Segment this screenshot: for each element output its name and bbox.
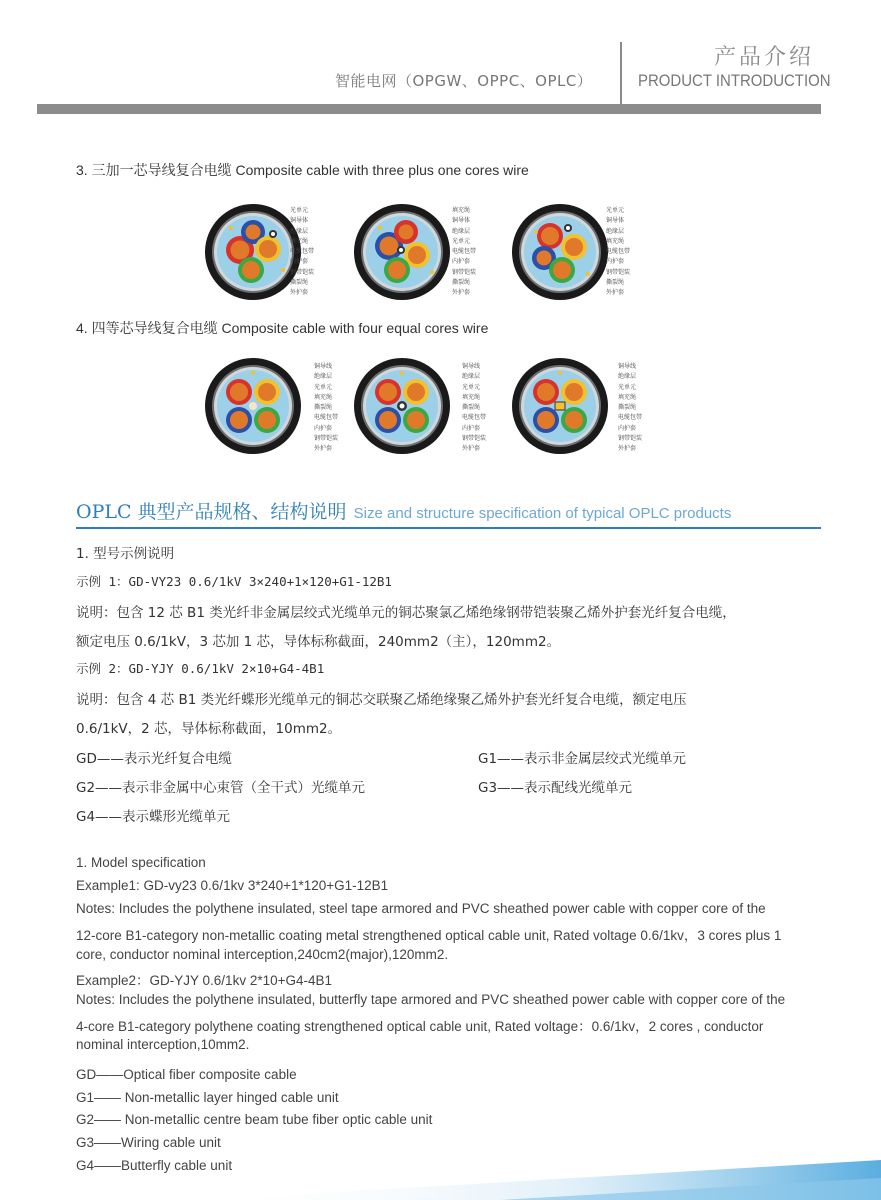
cable-label: 电缆包带 <box>618 414 643 422</box>
en-abbr-gd: GD——Optical fiber composite cable <box>76 1067 297 1082</box>
en-title: 1. Model specification <box>76 855 206 870</box>
cable-label: 撕裂绳 <box>462 404 481 412</box>
en-note1-line2: 12-core B1-category non-metallic coating metal strengthened optical cable unit, Rated voltage 0.6/1kv，3 cores plus 1 <box>76 928 782 943</box>
cable-label: 外护套 <box>290 289 309 297</box>
cable-label: 内护套 <box>606 258 625 266</box>
cable-label: 撕裂绳 <box>314 404 333 412</box>
header-subtitle: 智能电网（OPGW、OPPC、OPLC） <box>335 72 593 90</box>
cn-abbr-g4: G4——表示蝶形光缆单元 <box>76 809 231 825</box>
en-abbr-g3: G3——Wiring cable unit <box>76 1135 221 1150</box>
cable-label: 内护套 <box>290 258 309 266</box>
en-note2-line2: 4-core B1-category polythene coating strengthened optical cable unit, Rated voltage：0.6/1kv，2 cores , conductor <box>76 1019 764 1034</box>
en-note1-line1: Notes: Includes the polythene insulated, steel tape armored and PVC sheathed power cable with copper core of the <box>76 901 766 916</box>
cable-label: 铜导线 <box>462 363 481 370</box>
cable-label: 铜导线 <box>314 363 333 370</box>
cable-label: 内护套 <box>452 258 471 266</box>
cable-label: 外护套 <box>452 289 471 297</box>
cable-figure-3b <box>352 202 452 306</box>
cable-label: 填充绳 <box>314 393 333 401</box>
cable-label: 光单元 <box>290 207 309 214</box>
cable-label: 光单元 <box>314 383 333 391</box>
oplc-heading-rule <box>76 527 821 529</box>
cn-abbr-g3: G3——表示配线光缆单元 <box>478 780 633 796</box>
cn-abbr-g1: G1——表示非金属层绞式光缆单元 <box>478 751 687 767</box>
cable-figure-4c <box>510 356 610 460</box>
cable-label: 钢带铠装 <box>452 268 477 276</box>
cable-label: 撕裂绳 <box>618 404 637 412</box>
cable-label: 绝缘层 <box>290 227 309 235</box>
cable-label: 铜导体 <box>452 217 471 225</box>
cable-label: 外护套 <box>606 289 625 297</box>
cable-label: 填充绳 <box>452 207 471 214</box>
cn-abbr-g2: G2——表示非金属中心束管（全干式）光缆单元 <box>76 780 366 796</box>
cable-label: 撕裂绳 <box>452 279 471 287</box>
cn-note2-line2: 0.6/1kV，2 芯，导体标称截面，10mm2。 <box>76 721 342 737</box>
cable-label: 电缆包带 <box>462 414 487 422</box>
cable-label: 光单元 <box>452 237 471 245</box>
cable-label: 光单元 <box>606 207 625 214</box>
cn-note1-line2: 额定电压 0.6/1kV，3 芯加 1 芯，导体标称截面，240mm2（主），120mm2。 <box>76 634 561 650</box>
cable-label: 钢带铠装 <box>314 435 339 443</box>
header-divider <box>620 42 622 104</box>
cable-label: 绝缘层 <box>618 373 637 381</box>
cable-label: 绝缘层 <box>452 227 471 235</box>
cable-label: 绝缘层 <box>606 227 625 235</box>
cable-figure-4b <box>352 356 452 460</box>
cable-cross-section-3c <box>510 202 610 302</box>
oplc-heading-cn: OPLC 典型产品规格、结构说明 <box>76 501 347 523</box>
cable-label: 电缆包带 <box>452 248 477 256</box>
oplc-heading-en: Size and structure specification of typical OPLC products <box>353 505 732 522</box>
cn-abbr-gd: GD——表示光纤复合电缆 <box>76 751 232 767</box>
bottom-decoration <box>0 1140 881 1200</box>
cable-label: 钢带铠装 <box>606 268 631 276</box>
cable-figure-3c <box>510 202 610 306</box>
en-example2: Example2：GD-YJY 0.6/1kv 2*10+G4-4B1 <box>76 973 333 988</box>
section3-heading: 3. 三加一芯导线复合电缆 Composite cable with three plus one cores wire <box>76 162 529 178</box>
en-abbr-g2: G2—— Non-metallic centre beam tube fiber optic cable unit <box>76 1112 433 1127</box>
cn-title: 1. 型号示例说明 <box>76 546 175 562</box>
cable-label: 撕裂绳 <box>606 279 625 287</box>
header-title-en: PRODUCT INTRODUCTION <box>638 71 831 90</box>
cable-label: 光单元 <box>462 383 481 391</box>
cable-label: 外护套 <box>462 445 481 453</box>
header-bar <box>37 104 821 114</box>
cable-labels-4b <box>462 364 486 457</box>
cable-label: 钢带铠装 <box>462 435 487 443</box>
en-note1-line3: core, conductor nominal interception,240cm2(major),120mm2. <box>76 947 449 962</box>
en-abbr-g1: G1—— Non-metallic layer hinged cable unit <box>76 1090 339 1105</box>
cable-figure-4a <box>203 356 303 460</box>
cable-label: 钢带铠装 <box>290 268 315 276</box>
cable-label: 填充绳 <box>462 393 481 401</box>
en-note2-line1: Notes: Includes the polythene insulated, butterfly tape armored and PVC sheathed power cable with copper core of the <box>76 992 786 1007</box>
cable-label: 填充绳 <box>606 237 625 245</box>
cn-example2: 示例 2：GD-YJY 0.6/1kV 2×10+G4-4B1 <box>76 661 325 676</box>
cable-labels-3b <box>452 208 476 301</box>
cable-labels-4a <box>314 364 338 457</box>
cn-note1-line1: 说明：包含 12 芯 B1 类光纤非金属层绞式光缆单元的铜芯聚氯乙烯绝缘钢带铠装聚乙烯外护套光纤复合电缆， <box>76 605 736 621</box>
cn-note2-line1: 说明：包含 4 芯 B1 类光纤蝶形光缆单元的铜芯交联聚乙烯绝缘聚乙烯外护套光纤复合电缆，额定电压 <box>76 692 687 708</box>
cable-label: 内护套 <box>462 424 481 432</box>
cable-label: 填充绳 <box>290 237 309 245</box>
oplc-heading <box>76 497 731 524</box>
en-example1: Example1: GD-vy23 0.6/1kv 3*240+1*120+G1-12B1 <box>76 878 389 893</box>
cn-example1: 示例 1：GD-VY23 0.6/1kV 3×240+1×120+G1-12B1 <box>76 574 392 589</box>
cable-label: 外护套 <box>618 445 637 453</box>
cable-label: 钢带铠装 <box>618 435 643 443</box>
cable-label: 绝缘层 <box>462 373 481 381</box>
cable-label: 电缆包带 <box>290 248 315 256</box>
header-title-cn: 产品介绍 <box>714 45 815 70</box>
section4-heading: 4. 四等芯导线复合电缆 Composite cable with four equal cores wire <box>76 320 489 336</box>
cable-cross-section-4b <box>352 356 452 456</box>
cable-label: 铜导体 <box>606 217 625 225</box>
cable-labels-3c <box>606 208 630 301</box>
cable-label: 铜导线 <box>618 363 637 370</box>
cable-label: 内护套 <box>618 424 637 432</box>
cable-label: 内护套 <box>314 424 333 432</box>
cable-label: 铜导体 <box>290 217 309 225</box>
cable-label: 电缆包带 <box>314 414 339 422</box>
cable-cross-section-4c <box>510 356 610 456</box>
cable-cross-section-3b <box>352 202 452 302</box>
cable-label: 填充绳 <box>618 393 637 401</box>
cable-labels-4c <box>618 364 642 457</box>
cable-labels-3a <box>290 208 314 301</box>
cable-label: 外护套 <box>314 445 333 453</box>
en-note2-line3: nominal interception,10mm2. <box>76 1037 250 1052</box>
cable-label: 撕裂绳 <box>290 279 309 287</box>
en-abbr-g4: G4——Butterfly cable unit <box>76 1158 233 1173</box>
cable-cross-section-3a <box>203 202 303 302</box>
cable-cross-section-4a <box>203 356 303 456</box>
cable-label: 电缆包带 <box>606 248 631 256</box>
cable-label: 光单元 <box>618 383 637 391</box>
cable-figure-3a <box>203 202 303 306</box>
cable-label: 绝缘层 <box>314 373 333 381</box>
